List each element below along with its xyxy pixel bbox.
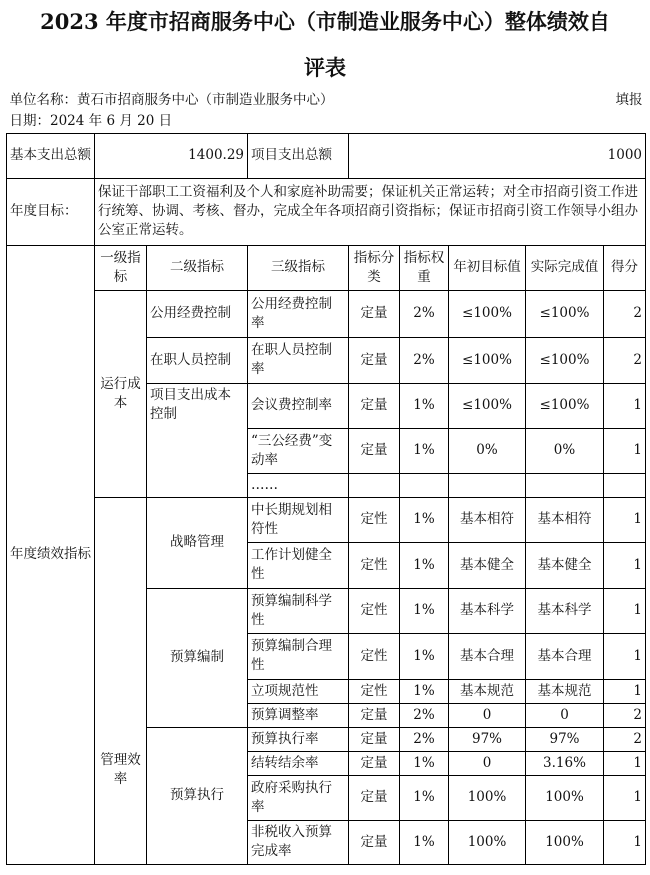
target-cell: 0 bbox=[449, 703, 526, 727]
unit-row bbox=[7, 89, 646, 111]
actual-cell: 0% bbox=[526, 428, 604, 473]
performance-table bbox=[6, 89, 646, 865]
actual-cell: 基本规范 bbox=[526, 679, 604, 703]
weight-cell: 1% bbox=[400, 383, 449, 428]
weight-cell: 1% bbox=[400, 497, 449, 542]
target-cell: ≤100% bbox=[449, 290, 526, 337]
score-cell: 1 bbox=[604, 428, 646, 473]
score-cell: 2 bbox=[604, 337, 646, 383]
actual-cell: ≤100% bbox=[526, 290, 604, 337]
weight-cell: 1% bbox=[400, 428, 449, 473]
level2-project-cost-control: 项目支出成本控制 bbox=[147, 383, 248, 497]
weight-cell: 1% bbox=[400, 775, 449, 820]
actual-cell bbox=[526, 473, 604, 497]
type-cell: 定性 bbox=[349, 542, 400, 588]
level2-public-expense: 公用经费控制 bbox=[147, 290, 248, 337]
actual-cell: 基本合理 bbox=[526, 633, 604, 679]
score-cell: 1 bbox=[604, 633, 646, 679]
level2-strategy: 战略管理 bbox=[147, 497, 248, 588]
target-cell: 0 bbox=[449, 751, 526, 775]
type-cell: 定性 bbox=[349, 679, 400, 703]
level3-cell: …… bbox=[248, 473, 349, 497]
table-row bbox=[7, 497, 646, 542]
annual-goal-text: 保证干部职工工资福利及个人和家庭补助需要；保证机关正常运转；对全市招商引资工作进行统筹、协调、考核、督办，完成全年各项招商引资指标；保证市招商引资工作领导小组办公室正常运转。 bbox=[95, 178, 646, 245]
header-level1: 一级指标 bbox=[95, 245, 147, 290]
actual-cell: 基本相符 bbox=[526, 497, 604, 542]
target-cell: 100% bbox=[449, 775, 526, 820]
level3-cell: 会议费控制率 bbox=[248, 383, 349, 428]
level3-cell: 立项规范性 bbox=[248, 679, 349, 703]
weight-cell: 1% bbox=[400, 751, 449, 775]
target-cell: 基本健全 bbox=[449, 542, 526, 588]
score-cell bbox=[604, 473, 646, 497]
score-cell: 2 bbox=[604, 727, 646, 751]
annual-goal-row bbox=[7, 178, 646, 245]
weight-cell: 2% bbox=[400, 703, 449, 727]
table-row bbox=[7, 290, 646, 337]
date-row bbox=[7, 111, 646, 133]
score-cell: 1 bbox=[604, 542, 646, 588]
weight-cell bbox=[400, 473, 449, 497]
level3-cell: 在职人员控制率 bbox=[248, 337, 349, 383]
header-level3: 三级指标 bbox=[248, 245, 349, 290]
actual-cell: ≤100% bbox=[526, 337, 604, 383]
target-cell: 97% bbox=[449, 727, 526, 751]
score-cell: 2 bbox=[604, 290, 646, 337]
actual-cell: 100% bbox=[526, 775, 604, 820]
actual-cell: 基本健全 bbox=[526, 542, 604, 588]
annual-goal-label: 年度目标： bbox=[7, 178, 95, 245]
level3-cell: 结转结余率 bbox=[248, 751, 349, 775]
fill-label: 填报 bbox=[615, 91, 643, 108]
type-cell: 定量 bbox=[349, 337, 400, 383]
level2-budget-execution: 预算执行 bbox=[147, 727, 248, 864]
header-weight: 指标权重 bbox=[400, 245, 449, 290]
weight-cell: 2% bbox=[400, 290, 449, 337]
weight-cell: 1% bbox=[400, 542, 449, 588]
header-score: 得分 bbox=[604, 245, 646, 290]
level3-cell: “三公经费”变动率 bbox=[248, 428, 349, 473]
target-cell: 基本合理 bbox=[449, 633, 526, 679]
weight-cell: 1% bbox=[400, 633, 449, 679]
level3-cell: 公用经费控制率 bbox=[248, 290, 349, 337]
target-cell: 基本相符 bbox=[449, 497, 526, 542]
score-cell: 2 bbox=[604, 703, 646, 727]
score-cell: 1 bbox=[604, 588, 646, 633]
target-cell: ≤100% bbox=[449, 383, 526, 428]
level2-budget-preparation: 预算编制 bbox=[147, 588, 248, 727]
actual-cell: 100% bbox=[526, 820, 604, 864]
target-cell: 基本规范 bbox=[449, 679, 526, 703]
level3-cell: 中长期规划相符性 bbox=[248, 497, 349, 542]
target-cell bbox=[449, 473, 526, 497]
type-cell: 定量 bbox=[349, 775, 400, 820]
header-actual: 实际完成值 bbox=[526, 245, 604, 290]
project-expense-label: 项目支出总额 bbox=[248, 133, 349, 178]
type-cell: 定量 bbox=[349, 383, 400, 428]
actual-cell: 0 bbox=[526, 703, 604, 727]
score-cell: 1 bbox=[604, 820, 646, 864]
level3-cell: 预算编制合理性 bbox=[248, 633, 349, 679]
header-row bbox=[7, 245, 646, 290]
target-cell: 100% bbox=[449, 820, 526, 864]
actual-cell: 3.16% bbox=[526, 751, 604, 775]
actual-cell: 基本科学 bbox=[526, 588, 604, 633]
score-cell: 1 bbox=[604, 775, 646, 820]
level3-cell: 工作计划健全性 bbox=[248, 542, 349, 588]
weight-cell: 2% bbox=[400, 727, 449, 751]
basic-expense-value: 1400.29 bbox=[95, 133, 248, 178]
expense-row bbox=[7, 133, 646, 178]
fill-date: 日期：2024 年 6 月 20 日 bbox=[9, 113, 173, 130]
type-cell: 定性 bbox=[349, 497, 400, 542]
level3-cell: 预算执行率 bbox=[248, 727, 349, 751]
document-title-line2: 评表 bbox=[304, 55, 346, 80]
level3-cell: 政府采购执行率 bbox=[248, 775, 349, 820]
header-target: 年初目标值 bbox=[449, 245, 526, 290]
type-cell: 定性 bbox=[349, 633, 400, 679]
actual-cell: ≤100% bbox=[526, 383, 604, 428]
header-type: 指标分类 bbox=[349, 245, 400, 290]
type-cell: 定量 bbox=[349, 428, 400, 473]
unit-name: 单位名称：黄石市招商服务中心（市制造业服务中心） bbox=[9, 91, 334, 108]
score-cell: 1 bbox=[604, 383, 646, 428]
level3-cell: 预算调整率 bbox=[248, 703, 349, 727]
level3-cell: 预算编制科学性 bbox=[248, 588, 349, 633]
type-cell: 定量 bbox=[349, 751, 400, 775]
document-title-line1: 2023 年度市招商服务中心（市制造业服务中心）整体绩效自 bbox=[40, 9, 610, 34]
type-cell: 定量 bbox=[349, 727, 400, 751]
weight-cell: 2% bbox=[400, 337, 449, 383]
header-level2: 二级指标 bbox=[147, 245, 248, 290]
level2-staff-control: 在职人员控制 bbox=[147, 337, 248, 383]
type-cell: 定性 bbox=[349, 588, 400, 633]
weight-cell: 1% bbox=[400, 588, 449, 633]
project-expense-value: 1000 bbox=[349, 133, 646, 178]
target-cell: ≤100% bbox=[449, 337, 526, 383]
target-cell: 基本科学 bbox=[449, 588, 526, 633]
basic-expense-label: 基本支出总额 bbox=[7, 133, 95, 178]
actual-cell: 97% bbox=[526, 727, 604, 751]
target-cell: 0% bbox=[449, 428, 526, 473]
score-cell: 1 bbox=[604, 497, 646, 542]
weight-cell: 1% bbox=[400, 820, 449, 864]
type-cell bbox=[349, 473, 400, 497]
score-cell: 1 bbox=[604, 751, 646, 775]
type-cell: 定量 bbox=[349, 290, 400, 337]
level3-cell: 非税收入预算完成率 bbox=[248, 820, 349, 864]
level1-operation-cost: 运行成本 bbox=[95, 290, 147, 497]
level1-management-efficiency: 管理效率 bbox=[95, 497, 147, 864]
weight-cell: 1% bbox=[400, 679, 449, 703]
type-cell: 定量 bbox=[349, 703, 400, 727]
performance-indicator-label: 年度绩效指标 bbox=[7, 245, 95, 864]
type-cell: 定量 bbox=[349, 820, 400, 864]
score-cell: 1 bbox=[604, 679, 646, 703]
